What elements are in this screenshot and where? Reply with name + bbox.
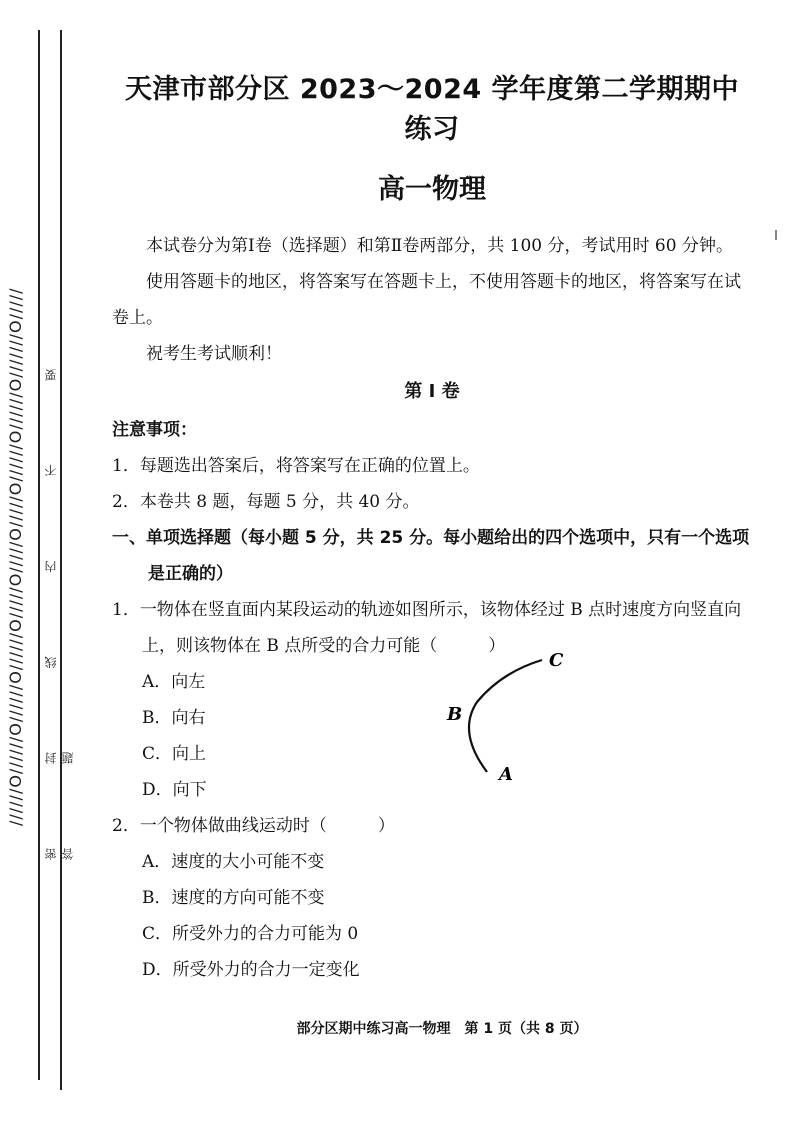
seal-warning-text: 密 封 线 内 不 要 答 题 <box>44 328 75 860</box>
question-1-option-c: C．向上 <box>142 744 207 764</box>
intro-paragraph-1: 本试卷分为第Ⅰ卷（选择题）和第Ⅱ卷两部分，共 100 分，考试用时 60 分钟。 <box>146 236 733 256</box>
question-2-stem: 2．一个物体做曲线运动时（ ） <box>112 816 395 836</box>
exam-page <box>112 70 752 988</box>
question-2 <box>112 808 752 988</box>
notice-item-2: 2．本卷共 8 题，每题 5 分，共 40 分。 <box>112 492 420 512</box>
point-c-label: C <box>549 652 564 671</box>
intro-paragraph-3: 祝考生考试顺利！ <box>146 344 282 364</box>
trajectory-figure <box>437 652 587 782</box>
point-b-label: B <box>447 704 463 725</box>
scan-mark <box>775 230 777 240</box>
binding-rule-inner <box>38 30 40 1080</box>
trajectory-curve <box>469 660 542 772</box>
question-2-option-a: A．速度的大小可能不变 <box>142 852 325 872</box>
notice-item-1: 1．每题选出答案后，将答案写在正确的位置上。 <box>112 456 480 476</box>
part-title: 一、单项选择题（每小题 5 分，共 25 分。每小题给出的四个选项中，只有一个选项是正确的） <box>112 528 750 584</box>
exam-title: 天津市部分区 2023～2024 学年度第二学期期中练习 <box>124 74 740 145</box>
question-2-option-d: D．所受外力的合力一定变化 <box>142 960 360 980</box>
question-1-stem: 1．一物体在竖直面内某段运动的轨迹如图所示，该物体经过 B 点时速度方向竖直向上，则该物体在 B 点所受的合力可能（ ） <box>112 600 742 656</box>
question-1 <box>112 592 752 808</box>
question-2-option-c: C．所受外力的合力可能为 0 <box>142 924 359 944</box>
question-1-option-d: D．向下 <box>142 780 207 800</box>
question-1-option-b: B．向右 <box>142 708 206 728</box>
point-a-label: A <box>499 764 513 782</box>
question-2-option-b: B．速度的方向可能不变 <box>142 888 325 908</box>
page-footer: 部分区期中练习高一物理 第 1 页（共 8 页） <box>296 1021 588 1037</box>
exam-subject: 高一物理 <box>378 174 486 205</box>
seal-line-text: //////O//////O//////O//////O/////O/////O/////O//////O//////O///////O///// <box>6 287 25 827</box>
question-1-option-a: A．向左 <box>142 672 206 692</box>
binding-margin <box>0 0 75 1123</box>
section-heading: 第 Ⅰ 卷 <box>404 381 460 402</box>
notice-title: 注意事项： <box>112 420 197 440</box>
intro-paragraph-2: 使用答题卡的地区，将答案写在答题卡上，不使用答题卡的地区，将答案写在试卷上。 <box>112 272 741 328</box>
